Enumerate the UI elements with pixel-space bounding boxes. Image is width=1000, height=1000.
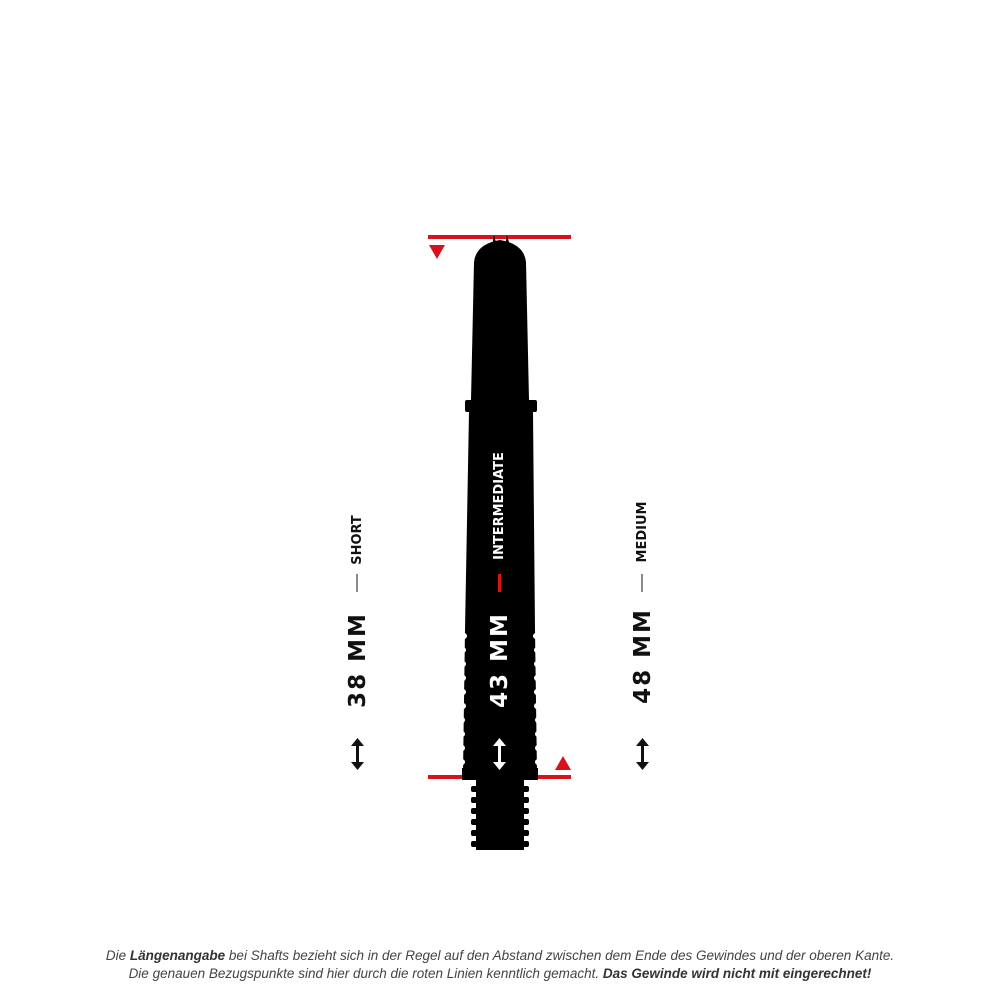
double-vertical-arrow-icon — [351, 738, 364, 770]
short-length-label: 38 MM — [345, 612, 371, 708]
caption-line-2-bold: Das Gewinde wird nicht mit eingerechnet! — [602, 966, 872, 981]
medium-name-label: MEDIUM — [635, 501, 650, 563]
caption-line-2 — [0, 964, 1000, 984]
caption-line-2-prefix: Die genauen Bezugspunkte sind hier durch die roten Linien kenntlich gemacht. — [128, 966, 603, 981]
intermediate-name-label: INTERMEDIATE — [492, 452, 507, 560]
caption-line-1 — [0, 946, 1000, 966]
intermediate-length-label: 43 MM — [487, 612, 513, 708]
short-name-label: SHORT — [350, 515, 365, 565]
caption-line-1-suffix: bei Shafts bezieht sich in der Regel auf den Abstand zwischen dem Ende des Gewindes und der oberen Kante. — [225, 948, 895, 963]
medium-length-label: 48 MM — [630, 608, 656, 704]
red-triangle-down-icon — [429, 245, 445, 259]
caption-line-1-bold: Längenangabe — [129, 948, 226, 963]
caption-line-1-prefix: Die — [105, 948, 130, 963]
separator-intermediate — [498, 574, 501, 592]
top-reference-line — [428, 235, 571, 239]
double-vertical-arrow-icon — [636, 738, 649, 770]
red-triangle-up-icon — [555, 756, 571, 770]
